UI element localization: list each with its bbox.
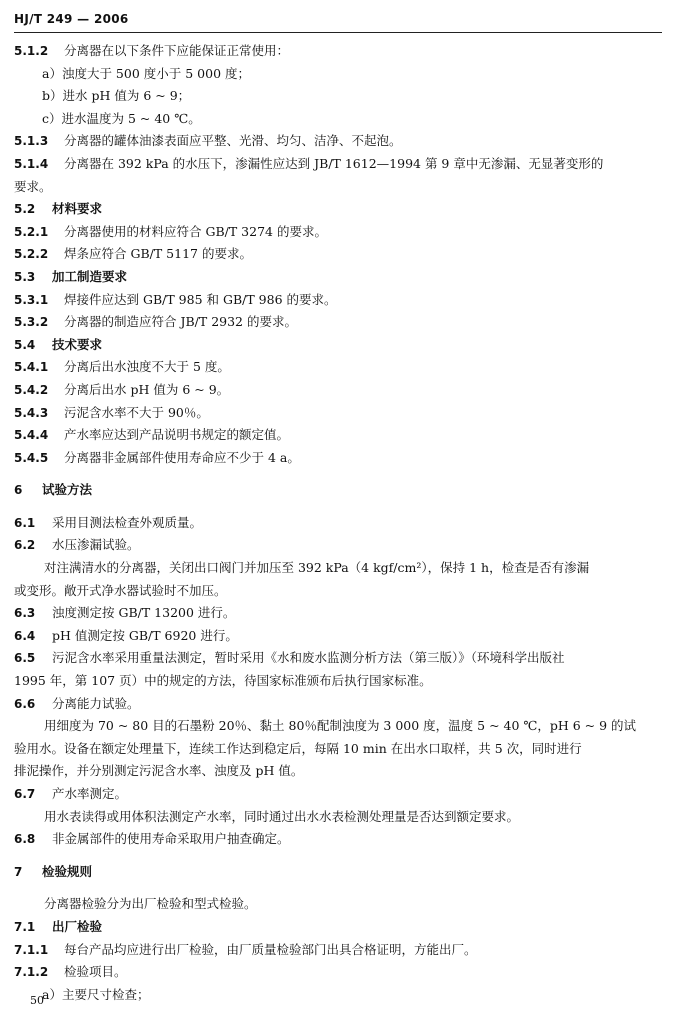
list-item-c: c）进水温度为 5 ~ 40 ℃。 [42,110,201,126]
clause-6-1: 6.1 采用目测法检查外观质量。 [14,514,203,530]
list-item-a-dimensions: a）主要尺寸检查； [42,986,150,1002]
standard-code: HJ/T 249 — 2006 [14,12,129,26]
clause-5-2-2: 5.2.2 焊条应符合 GB/T 5117 的要求。 [14,246,252,262]
clause-6-6: 6.6 分离能力试验。 [14,695,140,711]
chapter-7-heading: 7 检验规则 [14,863,93,879]
clause-6-7: 6.7 产水率测定。 [14,786,128,801]
clause-6-4: 6.4 pH 值测定按 GB/T 6920 进行。 [14,627,238,643]
clause-5-4-3: 5.4.3 污泥含水率不大于 90％。 [14,404,209,420]
chapter-6-heading: 6 试验方法 [14,482,93,498]
list-item-a: a）浊度大于 500 度小于 5 000 度； [42,65,250,81]
paragraph-6-2-line2: 或变形。敞开式净水器试验时不加压。 [14,582,227,598]
list-item-b: b）进水 pH 值为 6 ~ 9； [42,88,191,104]
document-body [14,40,662,1006]
clause-6-2: 6.2 水压渗漏试验。 [14,537,140,553]
section-7-1: 7.1 出厂检验 [14,918,103,934]
clause-5-4-4: 5.4.4 产水率应达到产品说明书规定的额定值。 [14,427,290,443]
clause-5-3-2: 5.3.2 分离器的制造应符合 JB/T 2932 的要求。 [14,314,297,330]
paragraph-6-6-line2: 验用水。设备在额定处理量下，连续工作达到稳定后，每隔 10 min 在出水口取样，共 5 次，同时进行 [14,740,582,756]
section-5-2: 5.2 材料要求 [14,201,103,217]
section-5-4: 5.4 技术要求 [14,336,103,352]
clause-6-3: 6.3 浊度测定按 GB/T 13200 进行。 [14,605,236,621]
section-5-3: 5.3 加工制造要求 [14,268,128,284]
clause-5-1-4-cont: 要求。 [14,178,52,194]
paragraph-6-7: 用水表读得或用体积法测定产水率，同时通过出水水表检测处理量是否达到额定要求。 [44,808,520,824]
clause-5-1-2: 5.1.2 分离器在以下条件下应能保证正常使用： [14,43,290,58]
clause-5-1-3: 5.1.3 分离器的罐体油漆表面应平整、光滑、均匀、洁净、不起泡。 [14,133,402,149]
clause-5-4-5: 5.4.5 分离器非金属部件使用寿命应不少于 4 a。 [14,449,300,465]
clause-7-1-1: 7.1.1 每台产品均应进行出厂检验，由厂质量检验部门出具合格证明，方能出厂。 [14,941,477,957]
header-rule [14,32,662,33]
paragraph-6-6-line3: 排泥操作，并分别测定污泥含水率、浊度及 pH 值。 [14,763,304,779]
clause-5-4-2: 5.4.2 分离后出水 pH 值为 6 ~ 9。 [14,381,230,397]
clause-5-1-4: 5.1.4 分离器在 392 kPa 的水压下，渗漏性应达到 JB/T 1612—1994 第 9 章中无渗漏、无显著变形的 [14,155,604,171]
clause-6-5: 6.5 污泥含水率采用重量法测定，暂时采用《水和废水监测分析方法（第三版）》（环境科学出版社 [14,650,565,666]
paragraph-7-intro: 分离器检验分为出厂检验和型式检验。 [44,896,257,912]
paragraph-6-2-line1: 对注满清水的分离器，关闭出口阀门并加压至 392 kPa（4 kgf/cm²），保持 1 h，检查是否有渗漏 [44,560,590,576]
clause-6-8: 6.8 非金属部件的使用寿命采取用户抽查确定。 [14,831,290,847]
paragraph-6-6-line1: 用细度为 70 ~ 80 目的石墨粉 20％、黏土 80％配制浊度为 3 000 度，温度 5 ~ 40 ℃，pH 6 ~ 9 的试 [44,718,637,734]
clause-7-1-2: 7.1.2 检验项目。 [14,964,127,980]
clause-5-3-1: 5.3.1 焊接件应达到 GB/T 985 和 GB/T 986 的要求。 [14,291,337,307]
clause-6-5-cont: 1995 年，第 107 页）中的规定的方法，待国家标准颁布后执行国家标准。 [14,673,432,689]
clause-5-2-1: 5.2.1 分离器使用的材料应符合 GB/T 3274 的要求。 [14,223,327,239]
clause-5-4-1: 5.4.1 分离后出水浊度不大于 5 度。 [14,359,230,375]
page-number: 50 [30,994,44,1007]
